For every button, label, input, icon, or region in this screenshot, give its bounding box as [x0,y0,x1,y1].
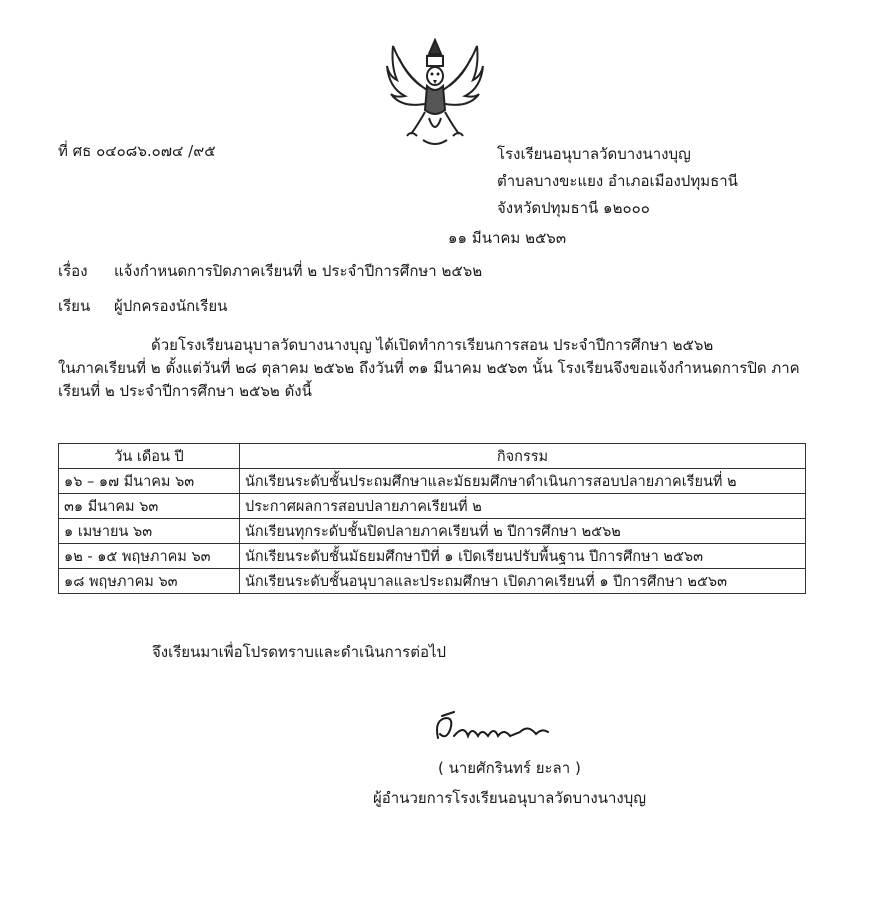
subject-text: แจ้งกำหนดการปิดภาคเรียนที่ ๒ ประจำปีการศึกษา ๒๕๖๒ [114,262,483,280]
body-line: ในภาคเรียนที่ ๒ ตั้งแต่วันที่ ๒๘ ตุลาคม ๒๕๖๒ ถึงวันที่ ๓๑ มีนาคม ๒๕๖๓ นั้น โรงเรียนจึงขอแจ้งกำหนดการปิด ภาค [58,359,800,377]
table-row [59,469,806,494]
signer-name: ( นายศักรินทร์ ยะลา ) [438,759,581,777]
table-row [59,569,806,594]
row-activity: นักเรียนทุกระดับชั้นปิดปลายภาคเรียนที่ ๒ ปีการศึกษา ๒๕๖๒ [240,519,806,544]
school-name: โรงเรียนอนุบาลวัดบางนางบุญ [497,145,691,163]
recipient-text: ผู้ปกครองนักเรียน [114,297,228,315]
closing-sentence: จึงเรียนมาเพื่อโปรดทราบและดำเนินการต่อไป [152,643,447,661]
row-date: ๑๖ – ๑๗ มีนาคม ๖๓ [59,469,240,494]
schedule-table [58,443,806,594]
signer-title: ผู้อำนวยการโรงเรียนอนุบาลวัดบางนางบุญ [373,789,647,807]
header-activity: กิจกรรม [240,444,806,469]
table-row [59,494,806,519]
document-date: ๑๑ มีนาคม ๒๕๖๓ [448,229,567,247]
table-header-row [59,444,806,469]
school-subdistrict: ตำบลบางขะแยง อำเภอเมืองปทุมธานี [497,172,738,190]
body-line: ด้วยโรงเรียนอนุบาลวัดบางนางบุญ ได้เปิดทำการเรียนการสอน ประจำปีการศึกษา ๒๕๖๒ [151,336,714,354]
subject-row [58,261,482,281]
garuda-emblem-icon [383,36,487,152]
row-date: ๑๘ พฤษภาคม ๖๓ [59,569,240,594]
subject-label: เรื่อง [58,262,88,280]
table-row [59,519,806,544]
body-line: เรียนที่ ๒ ประจำปีการศึกษา ๒๕๖๒ ดังนี้ [58,382,312,400]
signature-icon [424,710,564,750]
row-date: ๑๒ - ๑๕ พฤษภาคม ๖๓ [59,544,240,569]
school-province: จังหวัดปทุมธานี ๑๒๐๐๐ [497,199,650,217]
reference-number: ที่ ศธ ๐๔๐๘๖.๐๗๔ /๙๕ [58,142,216,160]
row-activity: ประกาศผลการสอบปลายภาคเรียนที่ ๒ [240,494,806,519]
row-date: ๓๑ มีนาคม ๖๓ [59,494,240,519]
recipient-label: เรียน [58,297,91,315]
recipient-row [58,296,227,316]
row-activity: นักเรียนระดับชั้นประถมศึกษาและมัธยมศึกษาดำเนินการสอบปลายภาคเรียนที่ ๒ [240,469,806,494]
school-address [497,141,738,222]
body-paragraph [58,334,848,403]
row-date: ๑ เมษายน ๖๓ [59,519,240,544]
table-row [59,544,806,569]
row-activity: นักเรียนระดับชั้นอนุบาลและประถมศึกษา เปิดภาคเรียนที่ ๑ ปีการศึกษา ๒๕๖๓ [240,569,806,594]
header-date: วัน เดือน ปี [59,444,240,469]
row-activity: นักเรียนระดับชั้นมัธยมศึกษาปีที่ ๑ เปิดเรียนปรับพื้นฐาน ปีการศึกษา ๒๕๖๓ [240,544,806,569]
